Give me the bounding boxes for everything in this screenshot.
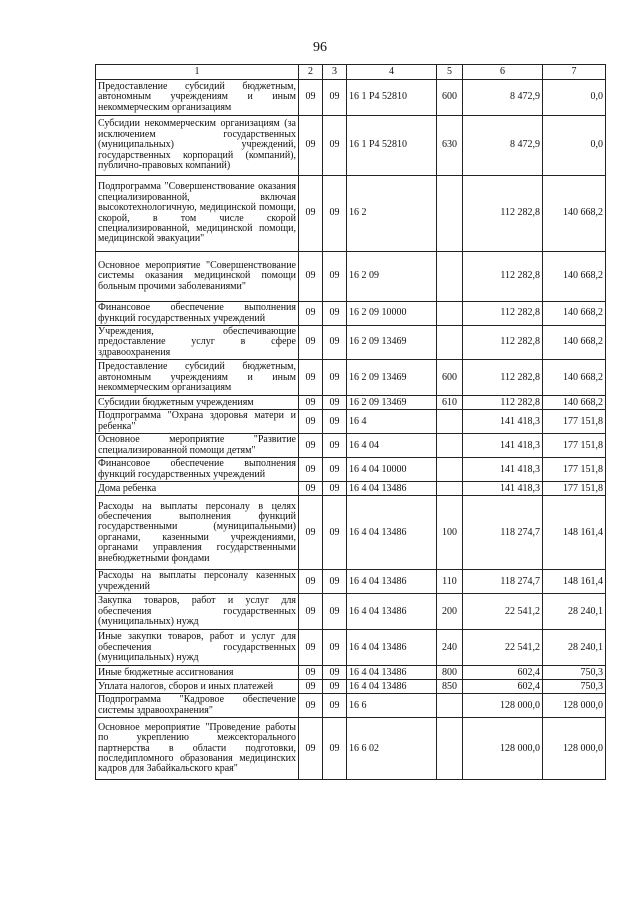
row-section: 09 <box>299 116 323 176</box>
row-target-code: 16 2 <box>347 176 437 252</box>
row-subsection: 09 <box>323 434 347 458</box>
row-amount-year1: 112 282,8 <box>463 176 543 252</box>
table-row <box>96 482 606 496</box>
row-expense-type: 630 <box>437 116 463 176</box>
row-section: 09 <box>299 302 323 326</box>
row-amount-year2: 128 000,0 <box>543 718 606 780</box>
row-amount-year1: 112 282,8 <box>463 360 543 396</box>
row-target-code: 16 4 04 13486 <box>347 680 437 694</box>
table-row <box>96 252 606 302</box>
row-amount-year1: 602,4 <box>463 666 543 680</box>
row-amount-year2: 140 668,2 <box>543 396 606 410</box>
row-section: 09 <box>299 176 323 252</box>
row-target-code: 16 1 Р4 52810 <box>347 116 437 176</box>
row-amount-year2: 140 668,2 <box>543 360 606 396</box>
column-header-6: 6 <box>463 65 543 80</box>
row-amount-year1: 112 282,8 <box>463 396 543 410</box>
row-expense-type <box>437 410 463 434</box>
row-subsection: 09 <box>323 694 347 718</box>
row-name: Дома ребенка <box>96 482 299 496</box>
row-expense-type: 600 <box>437 80 463 116</box>
row-amount-year1: 22 541,2 <box>463 630 543 666</box>
row-amount-year1: 141 418,3 <box>463 458 543 482</box>
table-row <box>96 570 606 594</box>
row-target-code: 16 6 02 <box>347 718 437 780</box>
table-row <box>96 718 606 780</box>
table-row <box>96 594 606 630</box>
row-section: 09 <box>299 570 323 594</box>
row-amount-year2: 140 668,2 <box>543 252 606 302</box>
row-section: 09 <box>299 482 323 496</box>
row-expense-type <box>437 458 463 482</box>
row-expense-type <box>437 326 463 360</box>
row-amount-year1: 22 541,2 <box>463 594 543 630</box>
row-target-code: 16 4 04 13486 <box>347 482 437 496</box>
row-section: 09 <box>299 434 323 458</box>
row-amount-year1: 141 418,3 <box>463 482 543 496</box>
row-amount-year2: 128 000,0 <box>543 694 606 718</box>
row-amount-year2: 148 161,4 <box>543 570 606 594</box>
row-amount-year1: 141 418,3 <box>463 410 543 434</box>
row-name: Основное мероприятие "Проведение работы по укреплению межсекторального партнерства в области подготовки, последипломного образования медицинских кадров для Забайкальского края" <box>96 718 299 780</box>
row-subsection: 09 <box>323 326 347 360</box>
row-subsection: 09 <box>323 396 347 410</box>
table-row <box>96 360 606 396</box>
row-expense-type <box>437 694 463 718</box>
row-section: 09 <box>299 594 323 630</box>
row-subsection: 09 <box>323 482 347 496</box>
row-section: 09 <box>299 360 323 396</box>
table-row <box>96 176 606 252</box>
row-name: Предоставление субсидий бюджетным, автономным учреждениям и иным некоммерческим организациям <box>96 80 299 116</box>
table-row <box>96 80 606 116</box>
row-name: Подпрограмма "Совершенствование оказания специализированной, включая высокотехнологичную, медицинской помощи, скорой, в том числе скорой специализированной, медицинской помощи, медицинской эвакуации" <box>96 176 299 252</box>
row-expense-type: 110 <box>437 570 463 594</box>
row-target-code: 16 2 09 13469 <box>347 326 437 360</box>
row-target-code: 16 4 04 13486 <box>347 496 437 570</box>
table-row <box>96 410 606 434</box>
row-expense-type: 240 <box>437 630 463 666</box>
row-amount-year1: 112 282,8 <box>463 326 543 360</box>
table-header-row <box>96 65 606 80</box>
row-section: 09 <box>299 718 323 780</box>
column-header-3: 3 <box>323 65 347 80</box>
row-target-code: 16 4 04 <box>347 434 437 458</box>
row-target-code: 16 4 <box>347 410 437 434</box>
row-name: Расходы на выплаты персоналу в целях обеспечения выполнения функций государственными (муниципальными) органами, казенными учреждениями, органами управления государственными внебюджетными фондами <box>96 496 299 570</box>
column-header-1: 1 <box>96 65 299 80</box>
row-expense-type <box>437 176 463 252</box>
table-row <box>96 396 606 410</box>
row-expense-type: 850 <box>437 680 463 694</box>
table-row <box>96 630 606 666</box>
column-header-7: 7 <box>543 65 606 80</box>
row-name: Подпрограмма "Охрана здоровья матери и ребенка" <box>96 410 299 434</box>
row-name: Уплата налогов, сборов и иных платежей <box>96 680 299 694</box>
row-subsection: 09 <box>323 176 347 252</box>
row-subsection: 09 <box>323 410 347 434</box>
row-subsection: 09 <box>323 680 347 694</box>
row-section: 09 <box>299 80 323 116</box>
row-name: Закупка товаров, работ и услуг для обеспечения государственных (муниципальных) нужд <box>96 594 299 630</box>
row-expense-type: 100 <box>437 496 463 570</box>
row-amount-year1: 118 274,7 <box>463 496 543 570</box>
row-amount-year1: 602,4 <box>463 680 543 694</box>
row-subsection: 09 <box>323 594 347 630</box>
row-subsection: 09 <box>323 570 347 594</box>
row-amount-year2: 28 240,1 <box>543 594 606 630</box>
row-section: 09 <box>299 396 323 410</box>
table-body <box>96 80 606 780</box>
column-header-4: 4 <box>347 65 437 80</box>
row-amount-year2: 140 668,2 <box>543 176 606 252</box>
row-amount-year2: 177 151,8 <box>543 482 606 496</box>
row-amount-year2: 177 151,8 <box>543 434 606 458</box>
row-amount-year1: 8 472,9 <box>463 80 543 116</box>
row-name: Финансовое обеспечение выполнения функций государственных учреждений <box>96 458 299 482</box>
row-amount-year1: 128 000,0 <box>463 694 543 718</box>
row-amount-year2: 28 240,1 <box>543 630 606 666</box>
row-name: Иные бюджетные ассигнования <box>96 666 299 680</box>
row-expense-type: 600 <box>437 360 463 396</box>
row-section: 09 <box>299 326 323 360</box>
row-section: 09 <box>299 496 323 570</box>
row-amount-year2: 177 151,8 <box>543 458 606 482</box>
page-number: 96 <box>313 40 327 55</box>
row-amount-year1: 8 472,9 <box>463 116 543 176</box>
row-subsection: 09 <box>323 496 347 570</box>
row-amount-year1: 118 274,7 <box>463 570 543 594</box>
row-target-code: 16 1 Р4 52810 <box>347 80 437 116</box>
row-subsection: 09 <box>323 360 347 396</box>
row-target-code: 16 4 04 13486 <box>347 570 437 594</box>
row-name: Субсидии бюджетным учреждениям <box>96 396 299 410</box>
row-subsection: 09 <box>323 302 347 326</box>
row-target-code: 16 2 09 13469 <box>347 360 437 396</box>
row-amount-year2: 750,3 <box>543 680 606 694</box>
row-name: Предоставление субсидий бюджетным, автономным учреждениям и иным некоммерческим организациям <box>96 360 299 396</box>
table-row <box>96 680 606 694</box>
row-name: Подпрограмма "Кадровое обеспечение системы здравоохранения" <box>96 694 299 718</box>
column-header-5: 5 <box>437 65 463 80</box>
row-name: Субсидии некоммерческим организациям (за исключением государственных (муниципальных) учреждений, государственных корпораций (компаний), публично-правовых компаний) <box>96 116 299 176</box>
row-amount-year2: 140 668,2 <box>543 326 606 360</box>
row-amount-year2: 140 668,2 <box>543 302 606 326</box>
row-name: Финансовое обеспечение выполнения функций государственных учреждений <box>96 302 299 326</box>
table-row <box>96 496 606 570</box>
row-amount-year1: 141 418,3 <box>463 434 543 458</box>
table-row <box>96 666 606 680</box>
row-target-code: 16 4 04 13486 <box>347 630 437 666</box>
row-target-code: 16 2 09 13469 <box>347 396 437 410</box>
row-amount-year2: 0,0 <box>543 116 606 176</box>
row-amount-year1: 112 282,8 <box>463 252 543 302</box>
row-amount-year2: 148 161,4 <box>543 496 606 570</box>
row-section: 09 <box>299 630 323 666</box>
row-expense-type: 800 <box>437 666 463 680</box>
table-row <box>96 326 606 360</box>
row-expense-type <box>437 252 463 302</box>
row-expense-type <box>437 434 463 458</box>
row-name: Расходы на выплаты персоналу казенных учреждений <box>96 570 299 594</box>
row-target-code: 16 4 04 10000 <box>347 458 437 482</box>
row-section: 09 <box>299 694 323 718</box>
row-amount-year2: 750,3 <box>543 666 606 680</box>
table-row <box>96 434 606 458</box>
row-expense-type <box>437 302 463 326</box>
row-subsection: 09 <box>323 252 347 302</box>
row-expense-type: 200 <box>437 594 463 630</box>
row-subsection: 09 <box>323 116 347 176</box>
row-target-code: 16 4 04 13486 <box>347 666 437 680</box>
row-section: 09 <box>299 410 323 434</box>
row-expense-type <box>437 482 463 496</box>
row-name: Учреждения, обеспечивающие предоставление услуг в сфере здравоохранения <box>96 326 299 360</box>
row-target-code: 16 4 04 13486 <box>347 594 437 630</box>
row-amount-year2: 177 151,8 <box>543 410 606 434</box>
row-name: Иные закупки товаров, работ и услуг для обеспечения государственных (муниципальных) нужд <box>96 630 299 666</box>
row-name: Основное мероприятие "Развитие специализированной помощи детям" <box>96 434 299 458</box>
budget-table <box>95 64 606 780</box>
table-row <box>96 458 606 482</box>
row-subsection: 09 <box>323 630 347 666</box>
row-section: 09 <box>299 680 323 694</box>
table-row <box>96 302 606 326</box>
row-subsection: 09 <box>323 80 347 116</box>
row-target-code: 16 2 09 10000 <box>347 302 437 326</box>
row-name: Основное мероприятие "Совершенствование системы оказания медицинской помощи больным прочими заболеваниями" <box>96 252 299 302</box>
table-row <box>96 694 606 718</box>
row-subsection: 09 <box>323 666 347 680</box>
row-expense-type <box>437 718 463 780</box>
row-amount-year1: 128 000,0 <box>463 718 543 780</box>
row-amount-year2: 0,0 <box>543 80 606 116</box>
row-expense-type: 610 <box>437 396 463 410</box>
row-subsection: 09 <box>323 718 347 780</box>
row-amount-year1: 112 282,8 <box>463 302 543 326</box>
row-section: 09 <box>299 458 323 482</box>
column-header-2: 2 <box>299 65 323 80</box>
row-section: 09 <box>299 666 323 680</box>
row-subsection: 09 <box>323 458 347 482</box>
table-row <box>96 116 606 176</box>
row-section: 09 <box>299 252 323 302</box>
row-target-code: 16 2 09 <box>347 252 437 302</box>
row-target-code: 16 6 <box>347 694 437 718</box>
